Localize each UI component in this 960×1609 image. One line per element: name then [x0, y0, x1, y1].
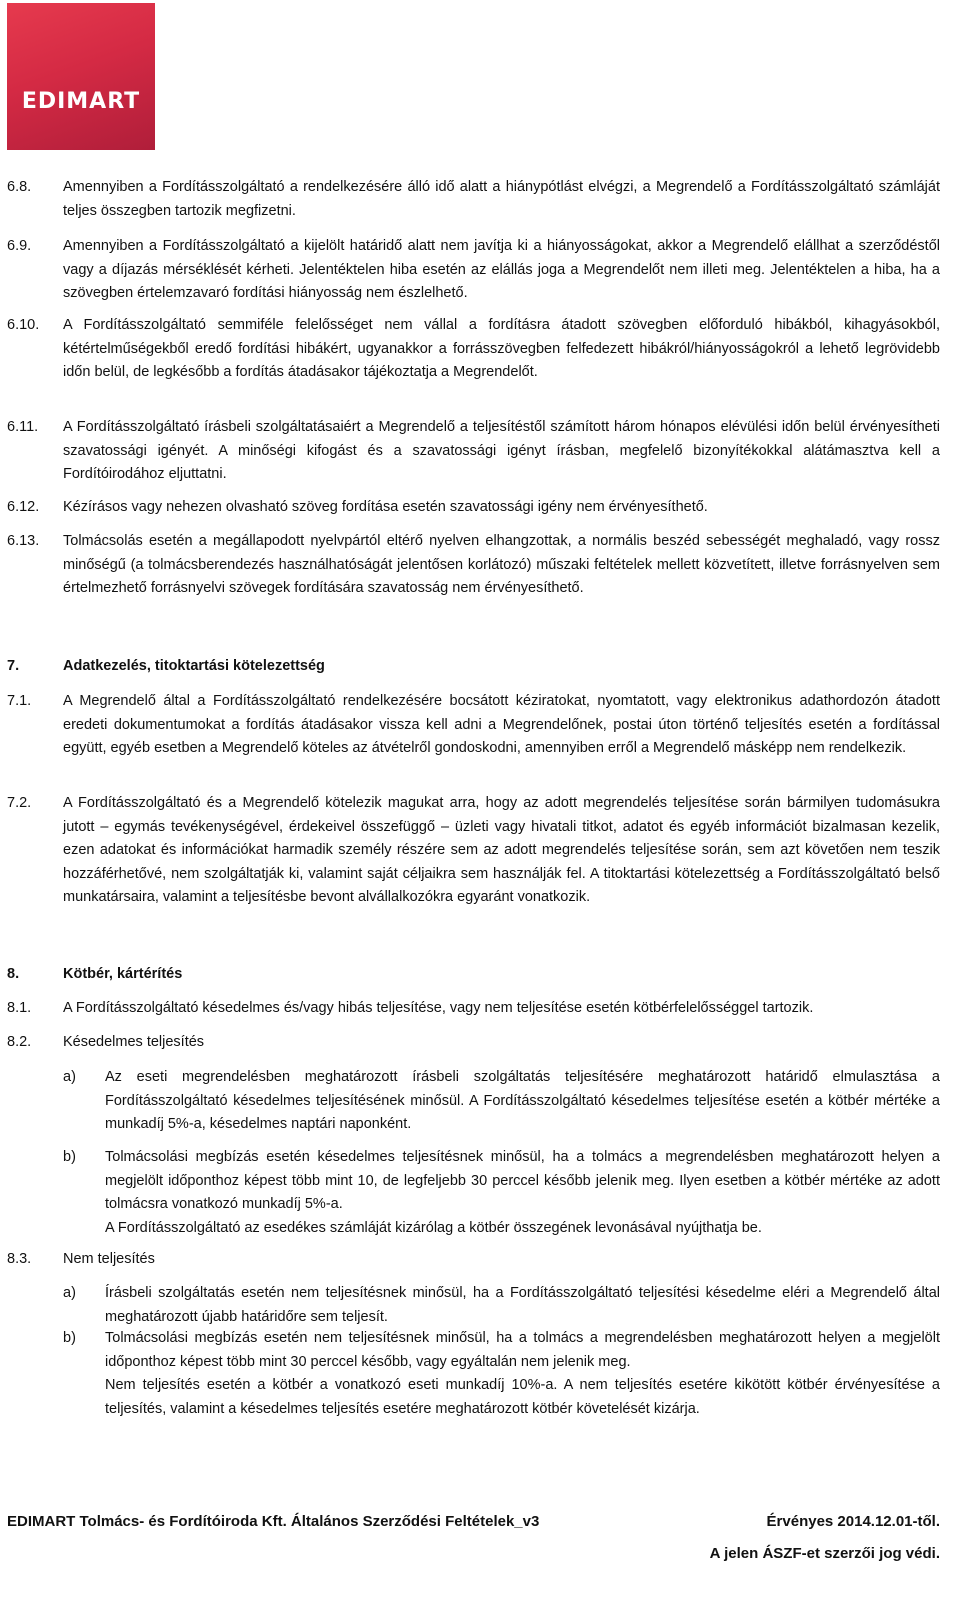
logo-text: EDIMART	[21, 89, 141, 114]
section-8-2-a	[63, 1066, 940, 1137]
section-6-12	[7, 496, 940, 520]
section-8-2-b	[63, 1146, 940, 1240]
subitem-letter: a)	[63, 1285, 76, 1301]
item-number: 6.12.	[7, 499, 40, 515]
subitem-text: Tolmácsolási megbízás esetén késedelmes teljesítésnek minősül, ha a tolmács a megrendelésben meghatározott helyen a megjelölt időponthoz képest több mint 10, de legfeljebb 30 perccel később jelenik meg. Ilyen esetben a kötbér mértéke az adott tolmácsra vonatkozó munkadíj 5%-a.	[105, 1149, 940, 1212]
footer-document-title: EDIMART Tolmács- és Fordítóiroda Kft. Általános Szerződési Feltételek_v3	[7, 1513, 540, 1530]
section-8-3-b	[63, 1327, 940, 1421]
section-8-3	[7, 1248, 940, 1272]
section-8-3-a	[63, 1282, 940, 1329]
section-7-2	[7, 792, 940, 910]
section-7-heading	[7, 655, 940, 679]
item-number: 7.1.	[7, 693, 32, 709]
subitem-extra-text: Nem teljesítés esetén a kötbér a vonatkozó eseti munkadíj 10%-a. A nem teljesítés esetére kikötött kötbér érvényesítése a teljesítés, valamint a késedelmes teljesítés esetére meghatározott kötbér követelését kizárja.	[105, 1377, 940, 1417]
item-number: 6.8.	[7, 179, 32, 195]
item-text: A Megrendelő által a Fordításszolgáltató rendelkezésére bocsátott kéziratokat, nyomtatott, vagy elektronikus adathordozón átadott eredeti dokumentumokat a fordítás átadásakor vissza kell adni a Megrendelőnek, postai úton történő teljesítés esetén a fordítással együtt, egyéb esetben a Megrendelő köteles az átvételről gondoskodni, amennyiben erről a Megrendelő másképp nem rendelkezik.	[63, 693, 940, 756]
item-text: A Fordításszolgáltató írásbeli szolgáltatásaiért a Megrendelő a teljesítéstől számított három hónapos elévülési időn belül érvényesítheti szavatossági igényét. A minőségi kifogást és a szavatossági igényt írásban, megfelelő bizonyítékokkal alátámasztva kell a Fordítóirodához eljuttatni.	[63, 419, 940, 482]
section-8-1	[7, 997, 940, 1021]
subitem-text: Tolmácsolási megbízás esetén nem teljesítésnek minősül, ha a tolmács a megrendelésben meghatározott helyen a megjelölt időponthoz képest több mint 30 perccel később, vagy egyáltalán nem jelenik meg.	[105, 1330, 940, 1370]
footer-validity-date: Érvényes 2014.12.01-től.	[766, 1513, 940, 1530]
section-6-8	[7, 176, 940, 223]
edimart-logo	[7, 3, 155, 150]
section-7-1	[7, 690, 940, 761]
item-number: 6.13.	[7, 533, 40, 549]
copyright-notice: A jelen ÁSZF-et szerzői jog védi.	[709, 1545, 940, 1562]
item-text: Nem teljesítés	[63, 1251, 155, 1267]
subitem-extra-text: A Fordításszolgáltató az esedékes számláját kizárólag a kötbér összegének levonásával nyújthatja be.	[105, 1219, 762, 1236]
section-6-10	[7, 314, 940, 385]
subitem-text: Írásbeli szolgáltatás esetén nem teljesítésnek minősül, ha a Fordításszolgáltató teljesítési késedelme eléri a Megrendelő által meghatározott újabb határidőre sem teljesít.	[105, 1285, 940, 1325]
heading-text: Kötbér, kártérítés	[63, 966, 183, 982]
item-text: Kézírásos vagy nehezen olvasható szöveg fordítása esetén szavatossági igény nem érvényesíthető.	[63, 499, 708, 515]
heading-number: 8.	[7, 966, 20, 982]
item-number: 8.2.	[7, 1034, 32, 1050]
item-number: 6.9.	[7, 238, 32, 254]
item-text: Amennyiben a Fordításszolgáltató a rendelkezésére álló idő alatt a hiánypótlást elvégzi, a Megrendelő a Fordításszolgáltató számláját teljes összegben tartozik megfizetni.	[63, 179, 940, 219]
section-8-2	[7, 1031, 940, 1055]
item-number: 6.10.	[7, 317, 40, 333]
item-text: A Fordításszolgáltató és a Megrendelő kötelezik magukat arra, hogy az adott megrendelés teljesítése során bármilyen tudomásukra jutott – egymás tevékenységével, érdekeivel összefüggő – üzleti vagy hivatali titkot, adatot és egyéb információt bizalmasan kezelik, ezen adatokat és információkat harmadik személy részére sem az adott megrendelés teljesítése során, sem azt követően nem teszik hozzáférhetővé, nem szolgáltatják ki, valamint saját céljaikra sem használják fel. A titoktartási kötelezettség a Fordításszolgáltató belső munkatársaira, valamint a teljesítésbe bevont alvállalkozókra egyaránt vonatkozik.	[63, 795, 940, 905]
item-number: 7.2.	[7, 795, 32, 811]
item-number: 8.3.	[7, 1251, 32, 1267]
item-text: A Fordításszolgáltató késedelmes és/vagy hibás teljesítése, vagy nem teljesítése esetén kötbérfelelősséggel tartozik.	[63, 1000, 814, 1016]
item-text: Amennyiben a Fordításszolgáltató a kijelölt határidő alatt nem javítja ki a hiányosságokat, akkor a Megrendelő elállhat a szerződéstől vagy a díjazás mérséklését kérheti. Jelentéktelen hiba esetén az elállás joga a Megrendelőt nem illeti meg. Jelentéktelen a hiba, ha a szövegben értelemzavaró fordítási hiányosság nem észlelhető.	[63, 238, 940, 301]
section-8-heading	[7, 963, 940, 987]
heading-number: 7.	[7, 658, 20, 674]
subitem-letter: a)	[63, 1069, 76, 1085]
section-6-9	[7, 235, 940, 306]
item-text: Késedelmes teljesítés	[63, 1034, 205, 1050]
subitem-text: Az eseti megrendelésben meghatározott írásbeli szolgáltatás teljesítésére meghatározott határidő elmulasztása a Fordításszolgáltató késedelmes teljesítésének minősül. A Fordításszolgáltató késedelmes teljesítése esetén a kötbér mértéke a munkadíj 5%-a, késedelmes naptári naponként.	[105, 1069, 940, 1132]
section-6-13	[7, 530, 940, 601]
subitem-letter: b)	[63, 1149, 76, 1165]
heading-text: Adatkezelés, titoktartási kötelezettség	[63, 658, 325, 674]
item-number: 8.1.	[7, 1000, 32, 1016]
item-text: A Fordításszolgáltató semmiféle felelősséget nem vállal a fordításra átadott szövegben előforduló hibákból, kihagyásokból, kétértelműségekből eredő fordítási hibákért, ugyanakkor a forrásszövegben felfedezett hibákról/hiányosságokról a lehető legrövidebb időn belül, de legkésőbb a fordítás átadásakor tájékoztatja a Megrendelőt.	[63, 317, 940, 380]
item-text: Tolmácsolás esetén a megállapodott nyelvpártól eltérő nyelven elhangzottak, a normális beszéd sebességét meghaladó, vagy rossz minőségű (a tolmácsberendezés használhatóságát jelentősen korlátozó) műszaki feltételek mellett közvetített, illetve forrásnyelven sem értelmezhető forrásnyelvi szövegek fordítására szavatosság nem érvényesíthető.	[63, 533, 940, 596]
subitem-letter: b)	[63, 1330, 76, 1346]
section-6-11	[7, 416, 940, 487]
item-number: 6.11.	[7, 419, 39, 435]
